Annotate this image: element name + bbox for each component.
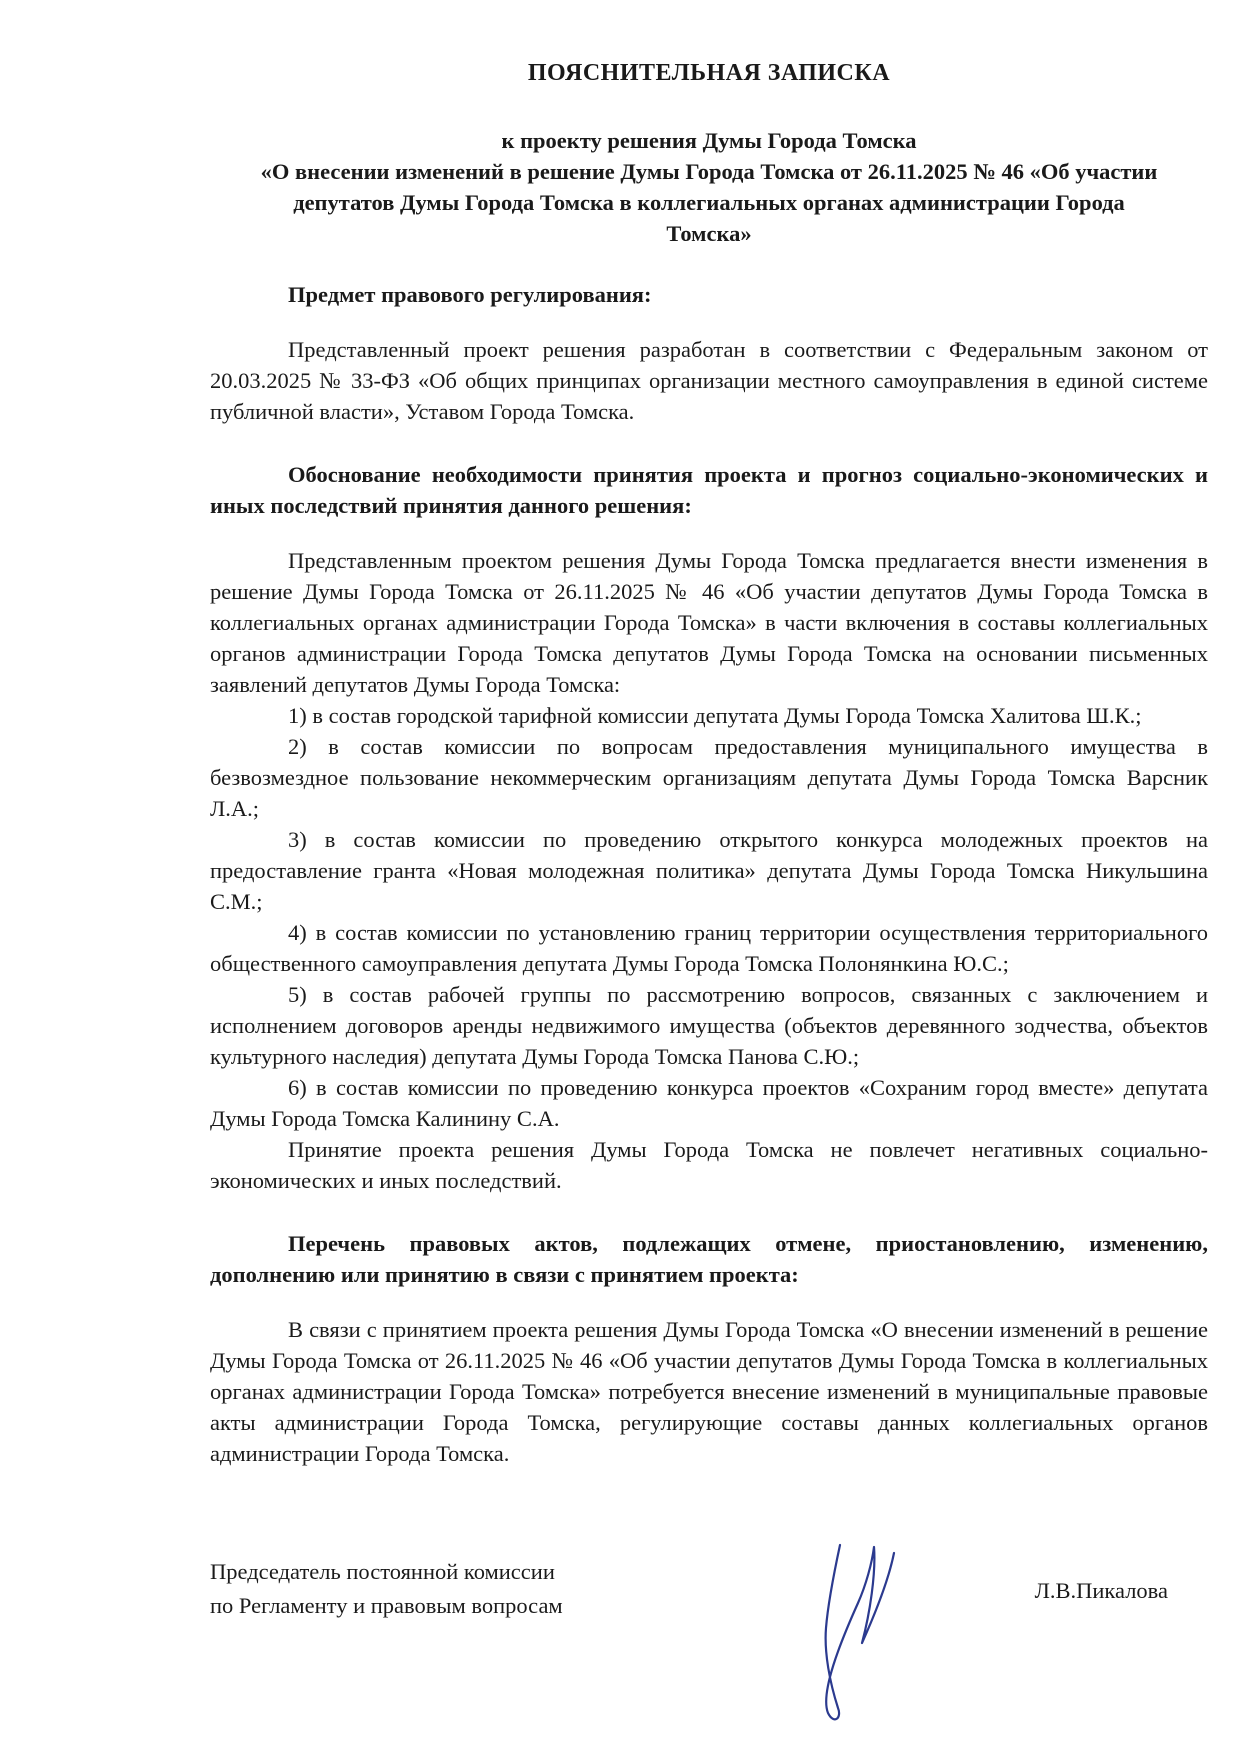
subtitle-line: депутатов Думы Города Томска в коллегиальных органах администрации Города: [293, 190, 1125, 215]
position-line: Председатель постоянной комиссии: [210, 1559, 555, 1584]
subtitle-line: к проекту решения Думы Города Томска: [501, 128, 917, 153]
handwritten-signature: [810, 1533, 900, 1733]
justification-outro: Принятие проекта решения Думы Города Томска не повлечет негативных социально-экономических и иных последствий.: [210, 1137, 1208, 1193]
justification-heading: Обоснование необходимости принятия проекта и прогноз социально-экономических и иных последствий принятия данного решения:: [210, 462, 1208, 518]
list-item: 2) в состав комиссии по вопросам предоставления муниципального имущества в безвозмездное пользование некоммерческим организациям депутата Думы Города Томска Варсник Л.А.;: [210, 734, 1208, 821]
subtitle-line: «О внесении изменений в решение Думы Города Томска от 26.11.2025 № 46 «Об участии: [260, 159, 1158, 184]
document-body: [210, 58, 1208, 1469]
list-item: 1) в состав городской тарифной комиссии депутата Думы Города Томска Халитова Ш.К.;: [288, 703, 1142, 728]
subject-text: Представленный проект решения разработан в соответствии с Федеральным законом от 20.03.2025 № 33-ФЗ «Об общих принципах организации местного самоуправления в единой системе публичной власти», Уставом Города Томска.: [210, 337, 1208, 424]
position-line: по Регламенту и правовым вопросам: [210, 1593, 563, 1618]
list-item: 3) в состав комиссии по проведению открытого конкурса молодежных проектов на предоставление гранта «Новая молодежная политика» депутата Думы Города Томска Никульшина С.М.;: [210, 827, 1208, 914]
list-item: 4) в состав комиссии по установлению границ территории осуществления территориального общественного самоуправления депутата Думы Города Томска Полонянкина Ю.С.;: [210, 920, 1208, 976]
subtitle-line: Томска»: [666, 221, 752, 246]
deputies-list: [210, 700, 1208, 1134]
acts-text: В связи с принятием проекта решения Думы Города Томска «О внесении изменений в решение Думы Города Томска от 26.11.2025 № 46 «Об участии депутатов Думы Города Томска в коллегиальных органах администрации Города Томска» потребуется внесение изменений в муниципальные правовые акты администрации Города Томска, регулирующие составы данных коллегиальных органов администрации Города Томска.: [210, 1317, 1208, 1466]
signature-block: [210, 1555, 1208, 1745]
acts-heading: Перечень правовых актов, подлежащих отмене, приостановлению, изменению, дополнению или принятию в связи с принятием проекта:: [210, 1231, 1208, 1287]
document-title: ПОЯСНИТЕЛЬНАЯ ЗАПИСКА: [527, 60, 891, 86]
justification-intro: Представленным проектом решения Думы Города Томска предлагается внести изменения в решение Думы Города Томска от 26.11.2025 № 46 «Об участии депутатов Думы Города Томска в коллегиальных органах администрации Города Томска» в части включения в составы коллегиальных органов администрации Города Томска депутатов Думы Города Томска на основании письменных заявлений депутатов Думы Города Томска:: [210, 548, 1208, 697]
signatory-name: Л.В.Пикалова: [1034, 1578, 1168, 1603]
signatory-position: [210, 1555, 563, 1623]
list-item: 5) в состав рабочей группы по рассмотрению вопросов, связанных с заключением и исполнением договоров аренды недвижимого имущества (объектов деревянного зодчества, объектов культурного наследия) депутата Думы Города Томска Панова С.Ю.;: [210, 982, 1208, 1069]
document-subtitle: [210, 125, 1208, 249]
list-item: 6) в состав комиссии по проведению конкурса проектов «Сохраним город вместе» депутата Думы Города Томска Калинину С.А.: [210, 1075, 1208, 1131]
subject-heading: Предмет правового регулирования:: [288, 282, 652, 307]
